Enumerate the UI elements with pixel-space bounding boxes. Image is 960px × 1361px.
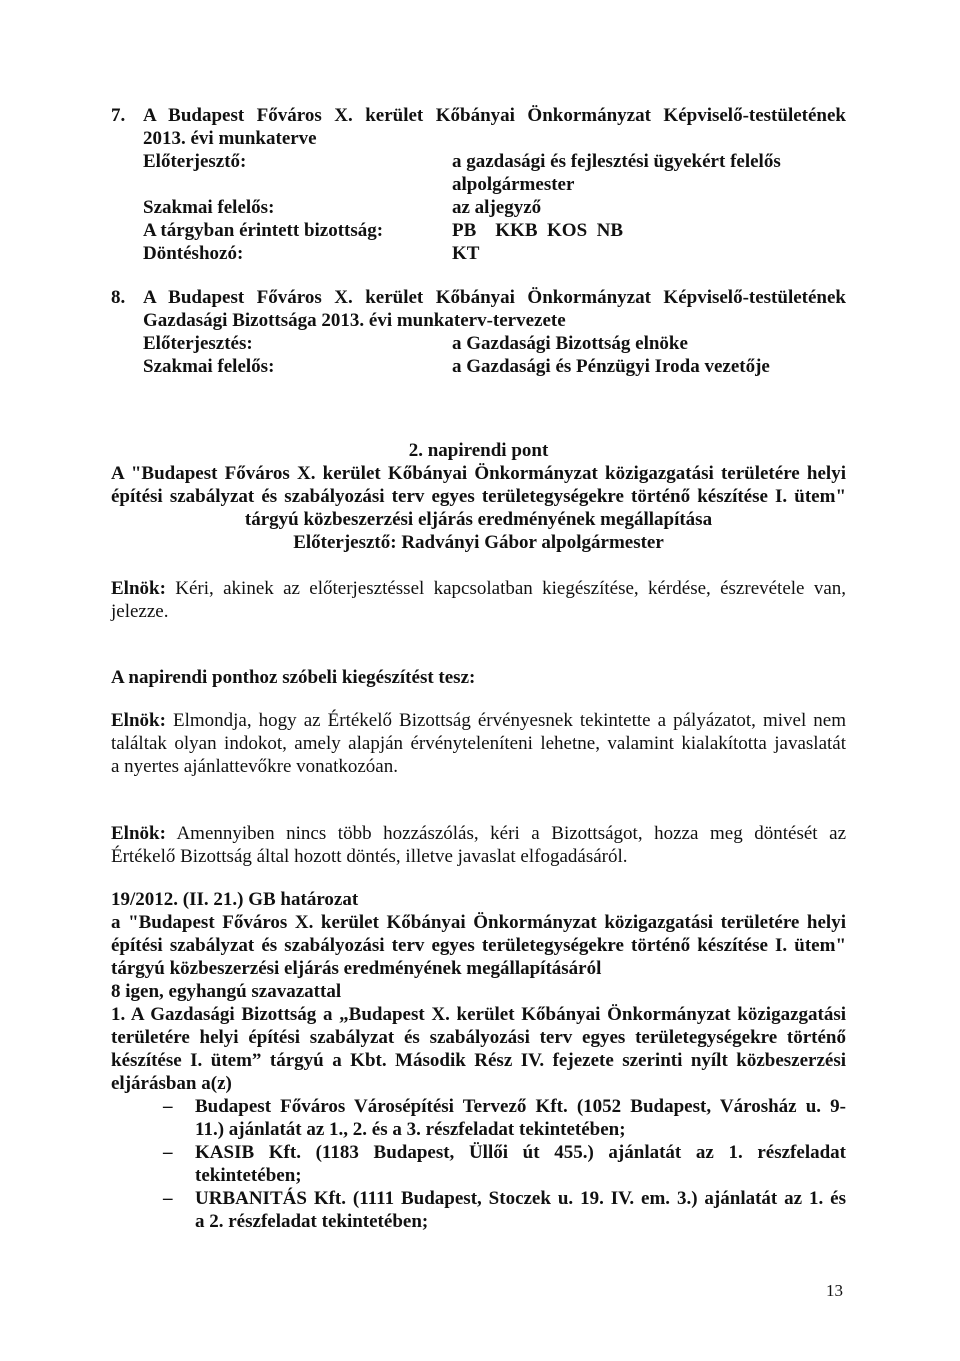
bullet1-line1: Budapest Főváros Városépítési Tervező Kft. (1052 Budapest, Városház u. 9-	[195, 1096, 846, 1117]
item7-label-responsible: Szakmai felelős:	[143, 197, 275, 218]
elnok2-text-line1: Elmondja, hogy az Értékelő Bizottság érvényesnek tekintette a pályázatot, mivel nem	[172, 710, 847, 731]
item7-label-presenter: Előterjesztő:	[143, 151, 247, 172]
agenda-title-line3: tárgyú közbeszerzési eljárás eredményének megállapítása	[244, 509, 713, 530]
item7-value-presenter: a gazdasági és fejlesztési ügyekért felelős	[452, 151, 781, 172]
elnok3-paragraph-line1	[111, 823, 846, 845]
item8-title-line2: Gazdasági Bizottsága 2013. évi munkaterv-tervezete	[143, 310, 566, 331]
bullet2-line2: tekintetében;	[195, 1165, 302, 1186]
resolution-title-line1: a "Budapest Főváros X. kerület Kőbányai Önkormányzat közigazgatási területére helyi	[111, 912, 846, 933]
agenda-presenter: Előterjesztő: Radványi Gábor alpolgármester	[293, 532, 664, 553]
item7-number: 7.	[111, 105, 126, 126]
elnok2-text-line3: a nyertes ajánlattevőkre vonatkozóan.	[111, 756, 398, 777]
item8-label-responsible: Szakmai felelős:	[143, 356, 275, 377]
agenda-heading: 2. napirendi pont	[408, 440, 549, 461]
elnok1-paragraph-line1	[111, 578, 846, 600]
supplement-heading: A napirendi ponthoz szóbeli kiegészítést tesz:	[111, 667, 476, 688]
bullet1-line2: 11.) ajánlatát az 1., 2. és a 3. részfeladat tekintetében;	[195, 1119, 626, 1140]
resolution-point1-line1: 1. A Gazdasági Bizottság a „Budapest X. kerület Kőbányai Önkormányzat közigazgatási	[111, 1004, 846, 1025]
item7-title-line2: 2013. évi munkaterve	[143, 128, 317, 149]
elnok3-speaker: Elnök:	[111, 823, 166, 844]
item8-title-line1: A Budapest Főváros X. kerület Kőbányai Önkormányzat Képviselő-testületének	[143, 287, 846, 308]
item8-number: 8.	[111, 287, 126, 308]
bullet3-line2: a 2. részfeladat tekintetében;	[195, 1211, 429, 1232]
elnok2-speaker: Elnök:	[111, 710, 166, 731]
elnok1-text-line1: Kéri, akinek az előterjesztéssel kapcsolatban kiegészítése, kérdése, észrevétele van,	[175, 578, 846, 599]
item8-value-responsible: a Gazdasági és Pénzügyi Iroda vezetője	[452, 356, 770, 377]
item8-value-presentation: a Gazdasági Bizottság elnöke	[452, 333, 688, 354]
page-number: 13	[826, 1281, 843, 1300]
item7-value-responsible: az aljegyző	[452, 197, 542, 218]
item7-label-committee: A tárgyban érintett bizottság:	[143, 220, 384, 241]
resolution-vote: 8 igen, egyhangú szavazattal	[111, 981, 342, 1002]
item7-title-line1: A Budapest Főváros X. kerület Kőbányai Önkormányzat Képviselő-testületének	[143, 105, 846, 126]
item7-value-committee: PB KKB KOS NB	[452, 220, 624, 241]
resolution-point1-line4: eljárásban a(z)	[111, 1073, 232, 1094]
bullet-dash: –	[163, 1188, 173, 1209]
elnok1-speaker: Elnök:	[111, 578, 166, 599]
agenda-title-line1: A "Budapest Főváros X. kerület Kőbányai Önkormányzat közigazgatási területére helyi	[111, 463, 846, 484]
resolution-title-line3: tárgyú közbeszerzési eljárás eredményének megállapításáról	[111, 958, 602, 979]
elnok2-paragraph-line1	[111, 710, 846, 732]
item7-value-presenter-cont: alpolgármester	[452, 174, 575, 195]
bullet2-line1: KASIB Kft. (1183 Budapest, Üllői út 455.) ajánlatát az 1. részfeladat	[195, 1142, 846, 1163]
bullet-dash: –	[163, 1096, 173, 1117]
resolution-point1-line3: készítése I. ütem” tárgyú a Kbt. Második Rész IV. fejezete szerinti nyílt közbeszerzési	[111, 1050, 846, 1071]
resolution-title-line2: építési szabályzat és szabályozási terv egyes területegységekre történő készítése I. ütem"	[111, 935, 846, 956]
elnok1-text-line2: jelezze.	[111, 601, 169, 622]
elnok3-text-line2: Értékelő Bizottság által hozott döntés, illetve javaslat elfogadásáról.	[111, 846, 628, 867]
bullet-dash: –	[163, 1142, 173, 1163]
agenda-title-line2: építési szabályzat és szabályozási terv egyes területegységekre történő készítése I. ütem"	[111, 486, 846, 507]
bullet3-line1: URBANITÁS Kft. (1111 Budapest, Stoczek u. 19. IV. em. 3.) ajánlatát az 1. és	[195, 1188, 846, 1209]
item7-value-decision-maker: KT	[452, 243, 480, 264]
elnok2-text-line2: találtak olyan indokot, amely alapján érvényteleníteni lehetne, valamint kialakította javaslatát	[111, 733, 846, 754]
elnok3-text-line1: Amennyiben nincs több hozzászólás, kéri a Bizottságot, hozza meg döntését az	[176, 823, 846, 844]
item7-label-decision-maker: Döntéshozó:	[143, 243, 244, 264]
resolution-number: 19/2012. (II. 21.) GB határozat	[111, 889, 359, 910]
resolution-point1-line2: területére helyi építési szabályzat és szabályozási terv egyes területegységekre történő	[111, 1027, 846, 1048]
item8-label-presentation: Előterjesztés:	[143, 333, 253, 354]
